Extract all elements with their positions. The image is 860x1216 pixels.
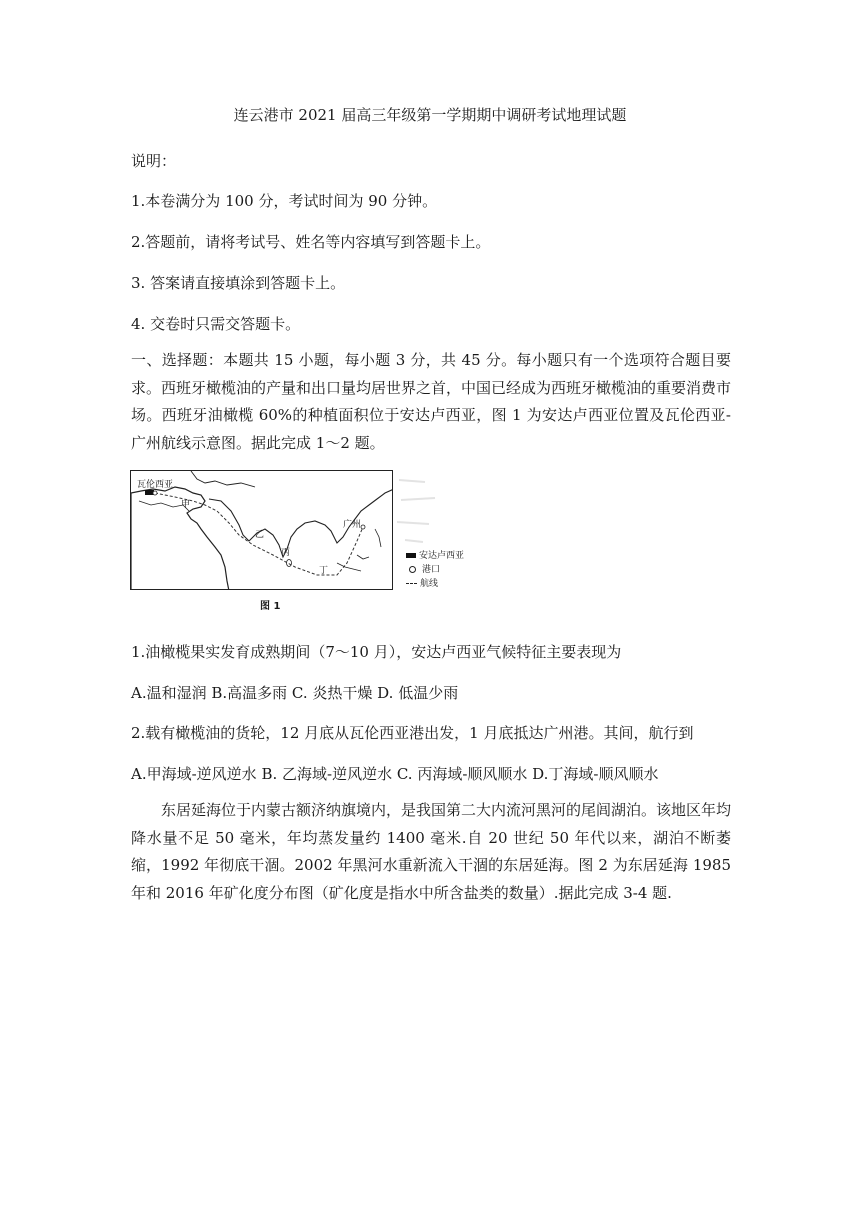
question-1-stem: 1.油橄榄果实发育成熟期间（7～10 月），安达卢西亚气候特征主要表现为 bbox=[131, 643, 622, 661]
instruction-item: 4. 交卷时只需交答题卡。 bbox=[131, 315, 301, 333]
route-map bbox=[130, 470, 393, 590]
legend-port: 港口 bbox=[406, 562, 440, 575]
andalusia-swatch-icon bbox=[406, 553, 416, 558]
question-2-stem: 2.载有橄榄油的货轮，12 月底从瓦伦西亚港出发，1 月底抵达广州港。其间，航行到 bbox=[131, 724, 694, 742]
label-yi: 乙 bbox=[255, 530, 265, 540]
label-ding: 丁 bbox=[319, 566, 329, 576]
question-1-options: A.温和湿润 B.高温多雨 C. 炎热干燥 D. 低温少雨 bbox=[131, 684, 459, 702]
instruction-item: 1.本卷满分为 100 分，考试时间为 90 分钟。 bbox=[131, 192, 438, 210]
port-circle-icon bbox=[409, 566, 416, 573]
route-line-icon bbox=[406, 583, 417, 584]
exam-title: 连云港市 2021 届高三年级第一学期期中调研考试地理试题 bbox=[233, 106, 627, 124]
label-bing: 丙 bbox=[281, 548, 291, 558]
passage-juyan-lake: 东居延海位于内蒙古额济纳旗境内，是我国第二大内流河黑河的尾闾湖泊。该地区年均降水量不足 50 毫米，年均蒸发量约 1400 毫米.自 20 世纪 50 年代以来，湖泊不断萎缩，1992 年彻底干涸。2002 年黑河水重新流入干涸的东居延海。图 2 为东居延海 1985 年和 2016 年矿化度分布图（矿化度是指水中所含盐类的数量）.据此完成 3-4 题. bbox=[131, 801, 732, 902]
legend-andalusia: 安达卢西亚 bbox=[406, 548, 464, 561]
figure-1-caption: 图 1 bbox=[260, 601, 281, 612]
instruction-item: 2.答题前，请将考试号、姓名等内容填写到答题卡上。 bbox=[131, 233, 491, 251]
question-2-options: A.甲海域-逆风逆水 B. 乙海域-逆风逆水 C. 丙海域-顺风顺水 D.丁海域-顺风顺水 bbox=[131, 765, 659, 783]
instruction-item: 3. 答案请直接填涂到答题卡上。 bbox=[131, 274, 346, 292]
label-jia: 甲 bbox=[181, 500, 191, 510]
label-guangzhou: 广州 bbox=[343, 520, 362, 530]
section1-intro: 一、选择题：本题共 15 小题，每小题 3 分，共 45 分。每小题只有一个选项符合题目要求。西班牙橄榄油的产量和出口量均居世界之首，中国已经成为西班牙橄榄油的重要消费市场。西班牙油橄榄 60%的种植面积位于安达卢西亚，图 1 为安达卢西亚位置及瓦伦西亚-广州航线示意图。据此完成 1～2 题。 bbox=[131, 351, 732, 452]
figure-1-map bbox=[130, 470, 470, 620]
instructions-heading: 说明： bbox=[131, 152, 177, 170]
label-valencia: 瓦伦西亚 bbox=[137, 480, 174, 490]
legend-route: 航线 bbox=[406, 576, 438, 589]
